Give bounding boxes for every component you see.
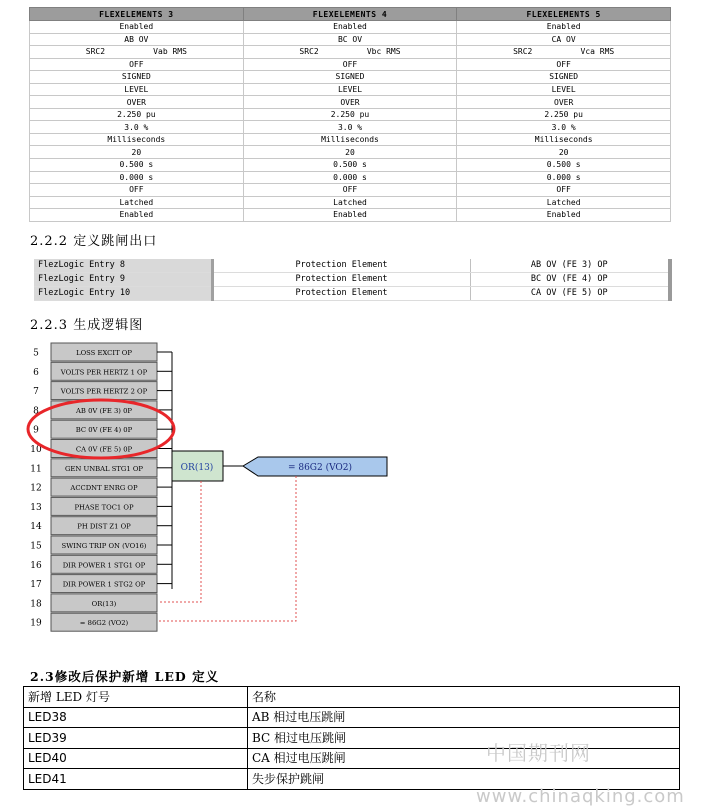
led-number-cell: LED41 <box>24 769 248 790</box>
flexelements-cell: SIGNED <box>30 71 244 84</box>
flexelements-cell: Enabled <box>457 21 671 34</box>
logic-entry-number: 17 <box>30 580 42 591</box>
led-number-cell: LED39 <box>24 728 248 749</box>
entry-type-cell: Protection Element <box>212 259 470 273</box>
flexelements-cell: 0.500 s <box>243 159 457 172</box>
flexelements-row <box>30 46 671 59</box>
flexelements-row <box>30 21 671 34</box>
logic-entry-number: 9 <box>33 425 39 436</box>
flexelements-table <box>29 7 671 222</box>
flexelements-row <box>30 209 671 222</box>
logic-entry-number: 13 <box>30 502 42 513</box>
led-number-cell: LED38 <box>24 707 248 728</box>
logic-entry-label: VOLTS PER HERTZ 1 OP <box>60 368 148 377</box>
flexelements-cell: Enabled <box>457 209 671 222</box>
flexelements-row <box>30 58 671 71</box>
flexelements-cell: OVER <box>30 96 244 109</box>
flexelements-cell: Milliseconds <box>30 133 244 146</box>
flexelements-cell: OFF <box>243 184 457 197</box>
flexelements-cell: 20 <box>30 146 244 159</box>
flexelements-cell: 2.250 pu <box>243 108 457 121</box>
logic-entry-label: BC 0V (FE 4) 0P <box>75 426 133 435</box>
flexelements-cell: 20 <box>243 146 457 159</box>
flexelements-cell: OFF <box>457 58 671 71</box>
flexelements-cell: 3.0 % <box>243 121 457 134</box>
section-heading-trip-output: 2.2.2 定义跳闸出口 <box>30 234 158 249</box>
flexelements-row <box>30 184 671 197</box>
flexelements-header-row <box>30 8 671 21</box>
logic-entry-label: PH DIST Z1 OP <box>77 522 131 531</box>
trip-output-table <box>34 259 672 301</box>
entry-type-cell: Protection Element <box>212 273 470 287</box>
flexelements-cell: OVER <box>457 96 671 109</box>
flexelements-cell: SIGNED <box>243 71 457 84</box>
flexelements-row <box>30 146 671 159</box>
flexelements-cell: 0.000 s <box>243 171 457 184</box>
logic-entry-label: GEN UNBAL STG1 OP <box>64 464 144 473</box>
logic-entry-label: CA 0V (FE 5) 0P <box>75 445 133 454</box>
trip-output-row <box>34 273 670 287</box>
led-name-cell: CA 相过电压跳闸 <box>248 748 680 769</box>
logic-entry-number: 12 <box>30 483 42 494</box>
output-feedback-dashed-line <box>158 476 296 621</box>
flexlogic-diagram <box>0 335 420 635</box>
flexlogic-entry-cell: FlezLogic Entry 8 <box>34 259 212 273</box>
entry-operand-cell: BC OV (FE 4) OP <box>470 273 670 287</box>
logic-entry-number: 18 <box>30 599 42 610</box>
logic-entry-number: 14 <box>30 522 42 533</box>
flexelements-cell: SRC2 Vab RMS <box>30 46 244 59</box>
flexelements-cell: 0.500 s <box>457 159 671 172</box>
flexelements-row <box>30 71 671 84</box>
or-gate-label: OR(13) <box>180 463 214 473</box>
output-label: = 86G2 (VO2) <box>287 463 353 473</box>
flexelements-cell: LEVEL <box>30 83 244 96</box>
flexelements-row <box>30 96 671 109</box>
logic-entry-label: PHASE TOC1 OP <box>74 503 134 512</box>
logic-entry-number: 7 <box>33 387 39 398</box>
trip-output-row <box>34 259 670 273</box>
flexelements-cell: SIGNED <box>457 71 671 84</box>
flexelements-cell: LEVEL <box>243 83 457 96</box>
led-row <box>24 707 680 728</box>
flexelements-cell: AB OV <box>30 33 244 46</box>
flexelements-row <box>30 196 671 209</box>
flexelements-cell: 0.000 s <box>30 171 244 184</box>
flexelements-cell: Latched <box>30 196 244 209</box>
flexelements-cell: CA OV <box>457 33 671 46</box>
flexelements-row <box>30 83 671 96</box>
flexelements-cell: OFF <box>30 58 244 71</box>
flexelements-cell: BC OV <box>243 33 457 46</box>
entry-operand-cell: CA OV (FE 5) OP <box>470 287 670 301</box>
flexelements-cell: OFF <box>30 184 244 197</box>
led-number-cell: LED40 <box>24 748 248 769</box>
logic-entry-number: 6 <box>33 367 39 378</box>
watermark-url: www.chinaqking.com <box>476 786 685 807</box>
logic-entry-label: LOSS EXCIT OP <box>76 349 132 357</box>
flexelements-cell: SRC2 Vca RMS <box>457 46 671 59</box>
flexelements-cell: Enabled <box>243 209 457 222</box>
flexelements-cell: 0.000 s <box>457 171 671 184</box>
flexelements-row <box>30 171 671 184</box>
logic-entry-number: 16 <box>30 560 42 571</box>
flexelements-row <box>30 108 671 121</box>
logic-entry-number: 19 <box>30 618 42 629</box>
led-name-cell: AB 相过电压跳闸 <box>248 707 680 728</box>
logic-entry-label: VOLTS PER HERTZ 2 OP <box>60 387 148 396</box>
logic-entry-number: 15 <box>30 541 42 552</box>
flexelements-cell: Enabled <box>30 21 244 34</box>
flexelements-cell: Milliseconds <box>457 133 671 146</box>
fe5-header: FLEXELEMENTS 5 <box>457 8 671 21</box>
logic-entry-label: DIR POWER 1 STG1 OP <box>62 561 146 570</box>
logic-entry-label: = 86G2 (VO2) <box>79 619 129 628</box>
flexelements-cell: Enabled <box>243 21 457 34</box>
flexelements-cell: 0.500 s <box>30 159 244 172</box>
logic-entry-number: 8 <box>33 406 39 417</box>
logic-entry-label: ACCDNT ENRG OP <box>70 484 138 493</box>
flexelements-row <box>30 121 671 134</box>
led-name-cell: 失步保护跳闸 <box>248 769 680 790</box>
flexelements-cell: SRC2 Vbc RMS <box>243 46 457 59</box>
entry-operand-cell: AB OV (FE 3) OP <box>470 259 670 273</box>
flexelements-row <box>30 133 671 146</box>
led-header-row <box>24 687 680 708</box>
logic-entry-number: 10 <box>30 445 42 455</box>
logic-entry-number: 5 <box>33 348 39 359</box>
flexlogic-entry-cell: FlezLogic Entry 10 <box>34 287 212 301</box>
fe4-header: FLEXELEMENTS 4 <box>243 8 457 21</box>
flexelements-row <box>30 159 671 172</box>
flexelements-row <box>30 33 671 46</box>
led-header-number: 新增 LED 灯号 <box>24 687 248 708</box>
flexelements-cell: LEVEL <box>457 83 671 96</box>
flexelements-cell: 20 <box>457 146 671 159</box>
logic-entry-label: DIR POWER 1 STG2 OP <box>62 580 146 589</box>
led-name-cell: BC 相过电压跳闸 <box>248 728 680 749</box>
logic-entry-label: AB 0V (FE 3) 0P <box>76 406 132 415</box>
section-heading-led-definition: 2.3修改后保护新增 LED 定义 <box>30 669 220 684</box>
flexelements-cell: 3.0 % <box>457 121 671 134</box>
flexlogic-entry-cell: FlezLogic Entry 9 <box>34 273 212 287</box>
flexelements-cell: Latched <box>457 196 671 209</box>
flexelements-cell: 2.250 pu <box>457 108 671 121</box>
led-header-name: 名称 <box>248 687 680 708</box>
logic-entry-label: OR(13) <box>91 599 117 608</box>
flexelements-cell: 2.250 pu <box>30 108 244 121</box>
logic-entry-number: 11 <box>30 464 42 475</box>
flexelements-cell: 3.0 % <box>30 121 244 134</box>
flexelements-cell: OFF <box>457 184 671 197</box>
flexelements-cell: Enabled <box>30 209 244 222</box>
flexelements-cell: OFF <box>243 58 457 71</box>
trip-output-row <box>34 287 670 301</box>
logic-entry-label: SWING TRIP ON (VO16) <box>61 542 147 550</box>
fe3-header: FLEXELEMENTS 3 <box>30 8 244 21</box>
flexelements-cell: OVER <box>243 96 457 109</box>
watermark-cn: 中国期刊网 <box>486 741 591 765</box>
flexelements-cell: Latched <box>243 196 457 209</box>
flexelements-cell: Milliseconds <box>243 133 457 146</box>
entry-type-cell: Protection Element <box>212 287 470 301</box>
section-heading-logic-diagram: 2.2.3 生成逻辑图 <box>30 318 144 333</box>
